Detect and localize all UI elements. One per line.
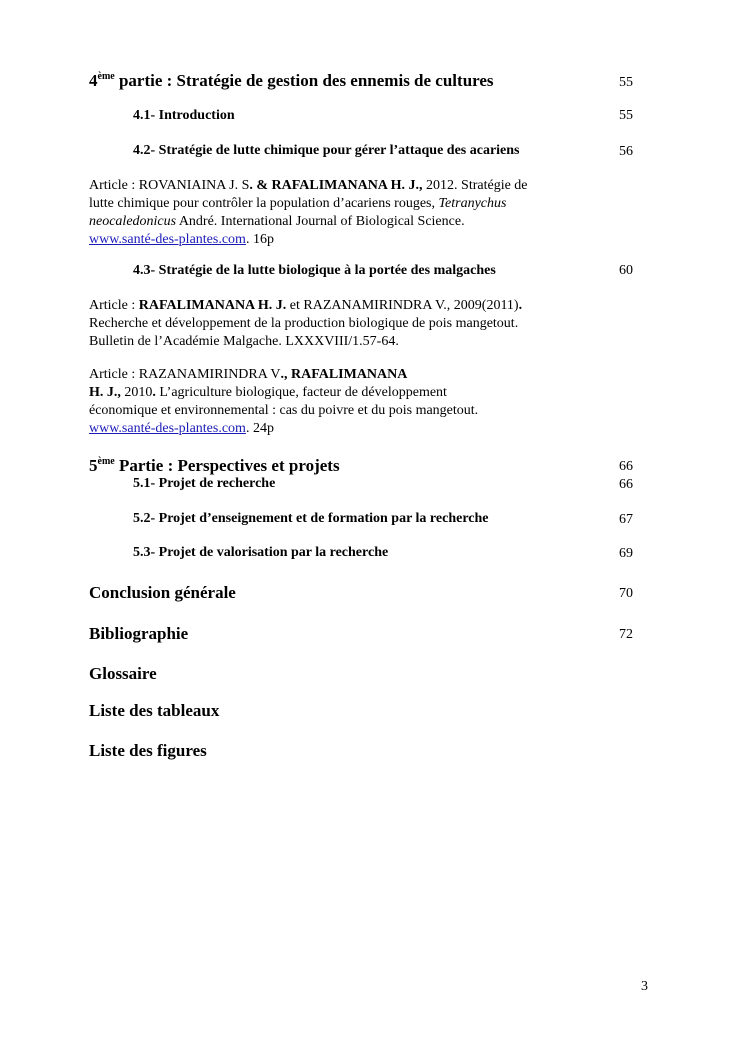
liste-tableaux-title: Liste des tableaux — [89, 701, 220, 720]
article-1-link[interactable]: www.santé-des-plantes.com — [89, 232, 246, 247]
article-2: Article : RAFALIMANANA H. J. et RAZANAMIRINDRA V., 2009(2011). Recherche et développement de la production biologique de pois mangetout. Bulletin de l’Académie Malgache. LXXXVIII/1.57-64. — [89, 298, 523, 349]
part4-page: 55 — [619, 75, 633, 90]
part5-heading: 5ème Partie : Perspectives et projets — [89, 456, 340, 475]
article-1: Article : ROVANIAINA J. S. & RAFALIMANANA H. J., 2012. Stratégie de lutte chimique pour contrôler la population d’acariens rouges, Tetranychus neocaledonicus André. International Journal of Biological Science. www.santé-des-plantes.com. 16p — [89, 178, 528, 247]
conclusion-page: 70 — [619, 586, 633, 601]
section-4-3-title: 4.3- Stratégie de la lutte biologique à la portée des malgaches — [133, 263, 496, 278]
section-4-2-title: 4.2- Stratégie de lutte chimique pour gérer l’attaque des acariens — [133, 143, 520, 158]
part4-heading: 4ème partie : Stratégie de gestion des ennemis de cultures — [89, 71, 494, 90]
conclusion-title: Conclusion générale — [89, 583, 236, 602]
section-5-3-title: 5.3- Projet de valorisation par la recherche — [133, 545, 389, 560]
section-5-1-title: 5.1- Projet de recherche — [133, 476, 276, 491]
article-3: Article : RAZANAMIRINDRA V., RAFALIMANANA H. J., 2010. L’agriculture biologique, facteur de développement économique et environnemental : cas du poivre et du pois mangetout. www.santé-des-plantes.com. 24p — [89, 367, 479, 436]
section-5-2-page: 67 — [619, 512, 633, 527]
section-5-1-page: 66 — [619, 477, 633, 492]
section-4-3-page: 60 — [619, 263, 633, 278]
page-number: 3 — [641, 979, 648, 994]
section-4-1-page: 55 — [619, 108, 633, 123]
article-3-link[interactable]: www.santé-des-plantes.com — [89, 421, 246, 436]
part5-page: 66 — [619, 459, 633, 474]
glossaire-title: Glossaire — [89, 664, 157, 683]
bibliographie-page: 72 — [619, 627, 633, 642]
section-4-1-title: 4.1- Introduction — [133, 108, 235, 123]
section-5-3-page: 69 — [619, 546, 633, 561]
liste-figures-title: Liste des figures — [89, 741, 207, 760]
section-5-2-title: 5.2- Projet d’enseignement et de formation par la recherche — [133, 511, 489, 526]
bibliographie-title: Bibliographie — [89, 624, 189, 643]
section-4-2-page: 56 — [619, 144, 633, 159]
